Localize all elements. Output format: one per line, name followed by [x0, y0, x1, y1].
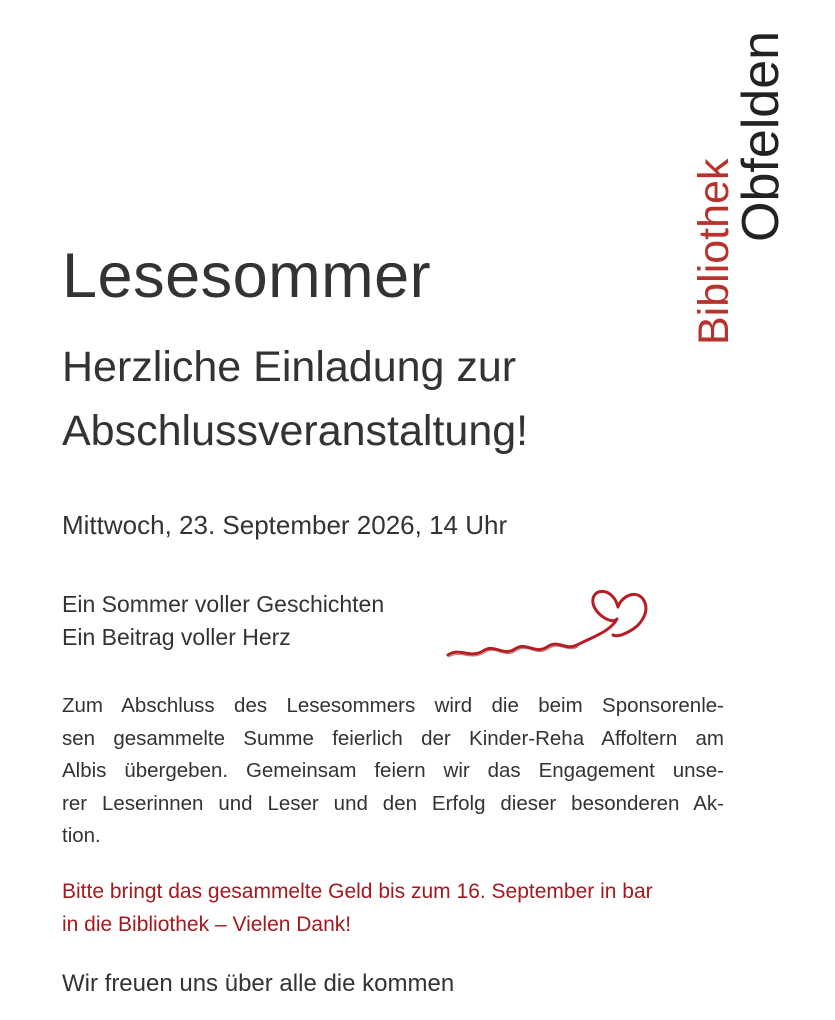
event-description: [62, 690, 724, 853]
description-line: Albis übergeben. Gemeinsam feiern wir das Engagement unse-: [62, 759, 724, 782]
description-line: Zum Abschluss des Lesesommers wird die beim Sponsorenle-: [62, 694, 724, 717]
money-notice: [62, 876, 724, 941]
heart-string-icon: [445, 585, 655, 665]
tagline-line: Ein Sommer voller Geschichten: [62, 591, 385, 617]
tagline: [62, 588, 384, 654]
description-line: sen gesammelte Summe feierlich der Kinder-Reha Affoltern am: [62, 726, 724, 750]
event-date: Mittwoch, 23. September 2026, 14 Uhr: [62, 510, 508, 540]
page-title: Lesesommer: [62, 241, 432, 311]
invitation-subtitle: [62, 335, 528, 463]
logo-word-bibliothek: Bibliothek: [690, 158, 738, 345]
description-line: rer Leserinnen und Leser und den Erfolg dieser besonderen Ak-: [62, 791, 724, 815]
library-logo: [690, 10, 790, 345]
closing-text: Wir freuen uns über alle die kommen: [62, 970, 455, 997]
logo-word-obfelden: Obfelden: [732, 30, 790, 242]
subtitle-line: Abschlussveranstaltung!: [62, 407, 529, 455]
notice-line: in die Bibliothek – Vielen Dank!: [62, 912, 352, 936]
tagline-line: Ein Beitrag voller Herz: [62, 624, 291, 650]
subtitle-line: Herzliche Einladung zur: [62, 343, 517, 391]
description-line: tion.: [62, 824, 101, 847]
notice-line: Bitte bringt das gesammelte Geld bis zum 16. September in bar: [62, 880, 653, 903]
